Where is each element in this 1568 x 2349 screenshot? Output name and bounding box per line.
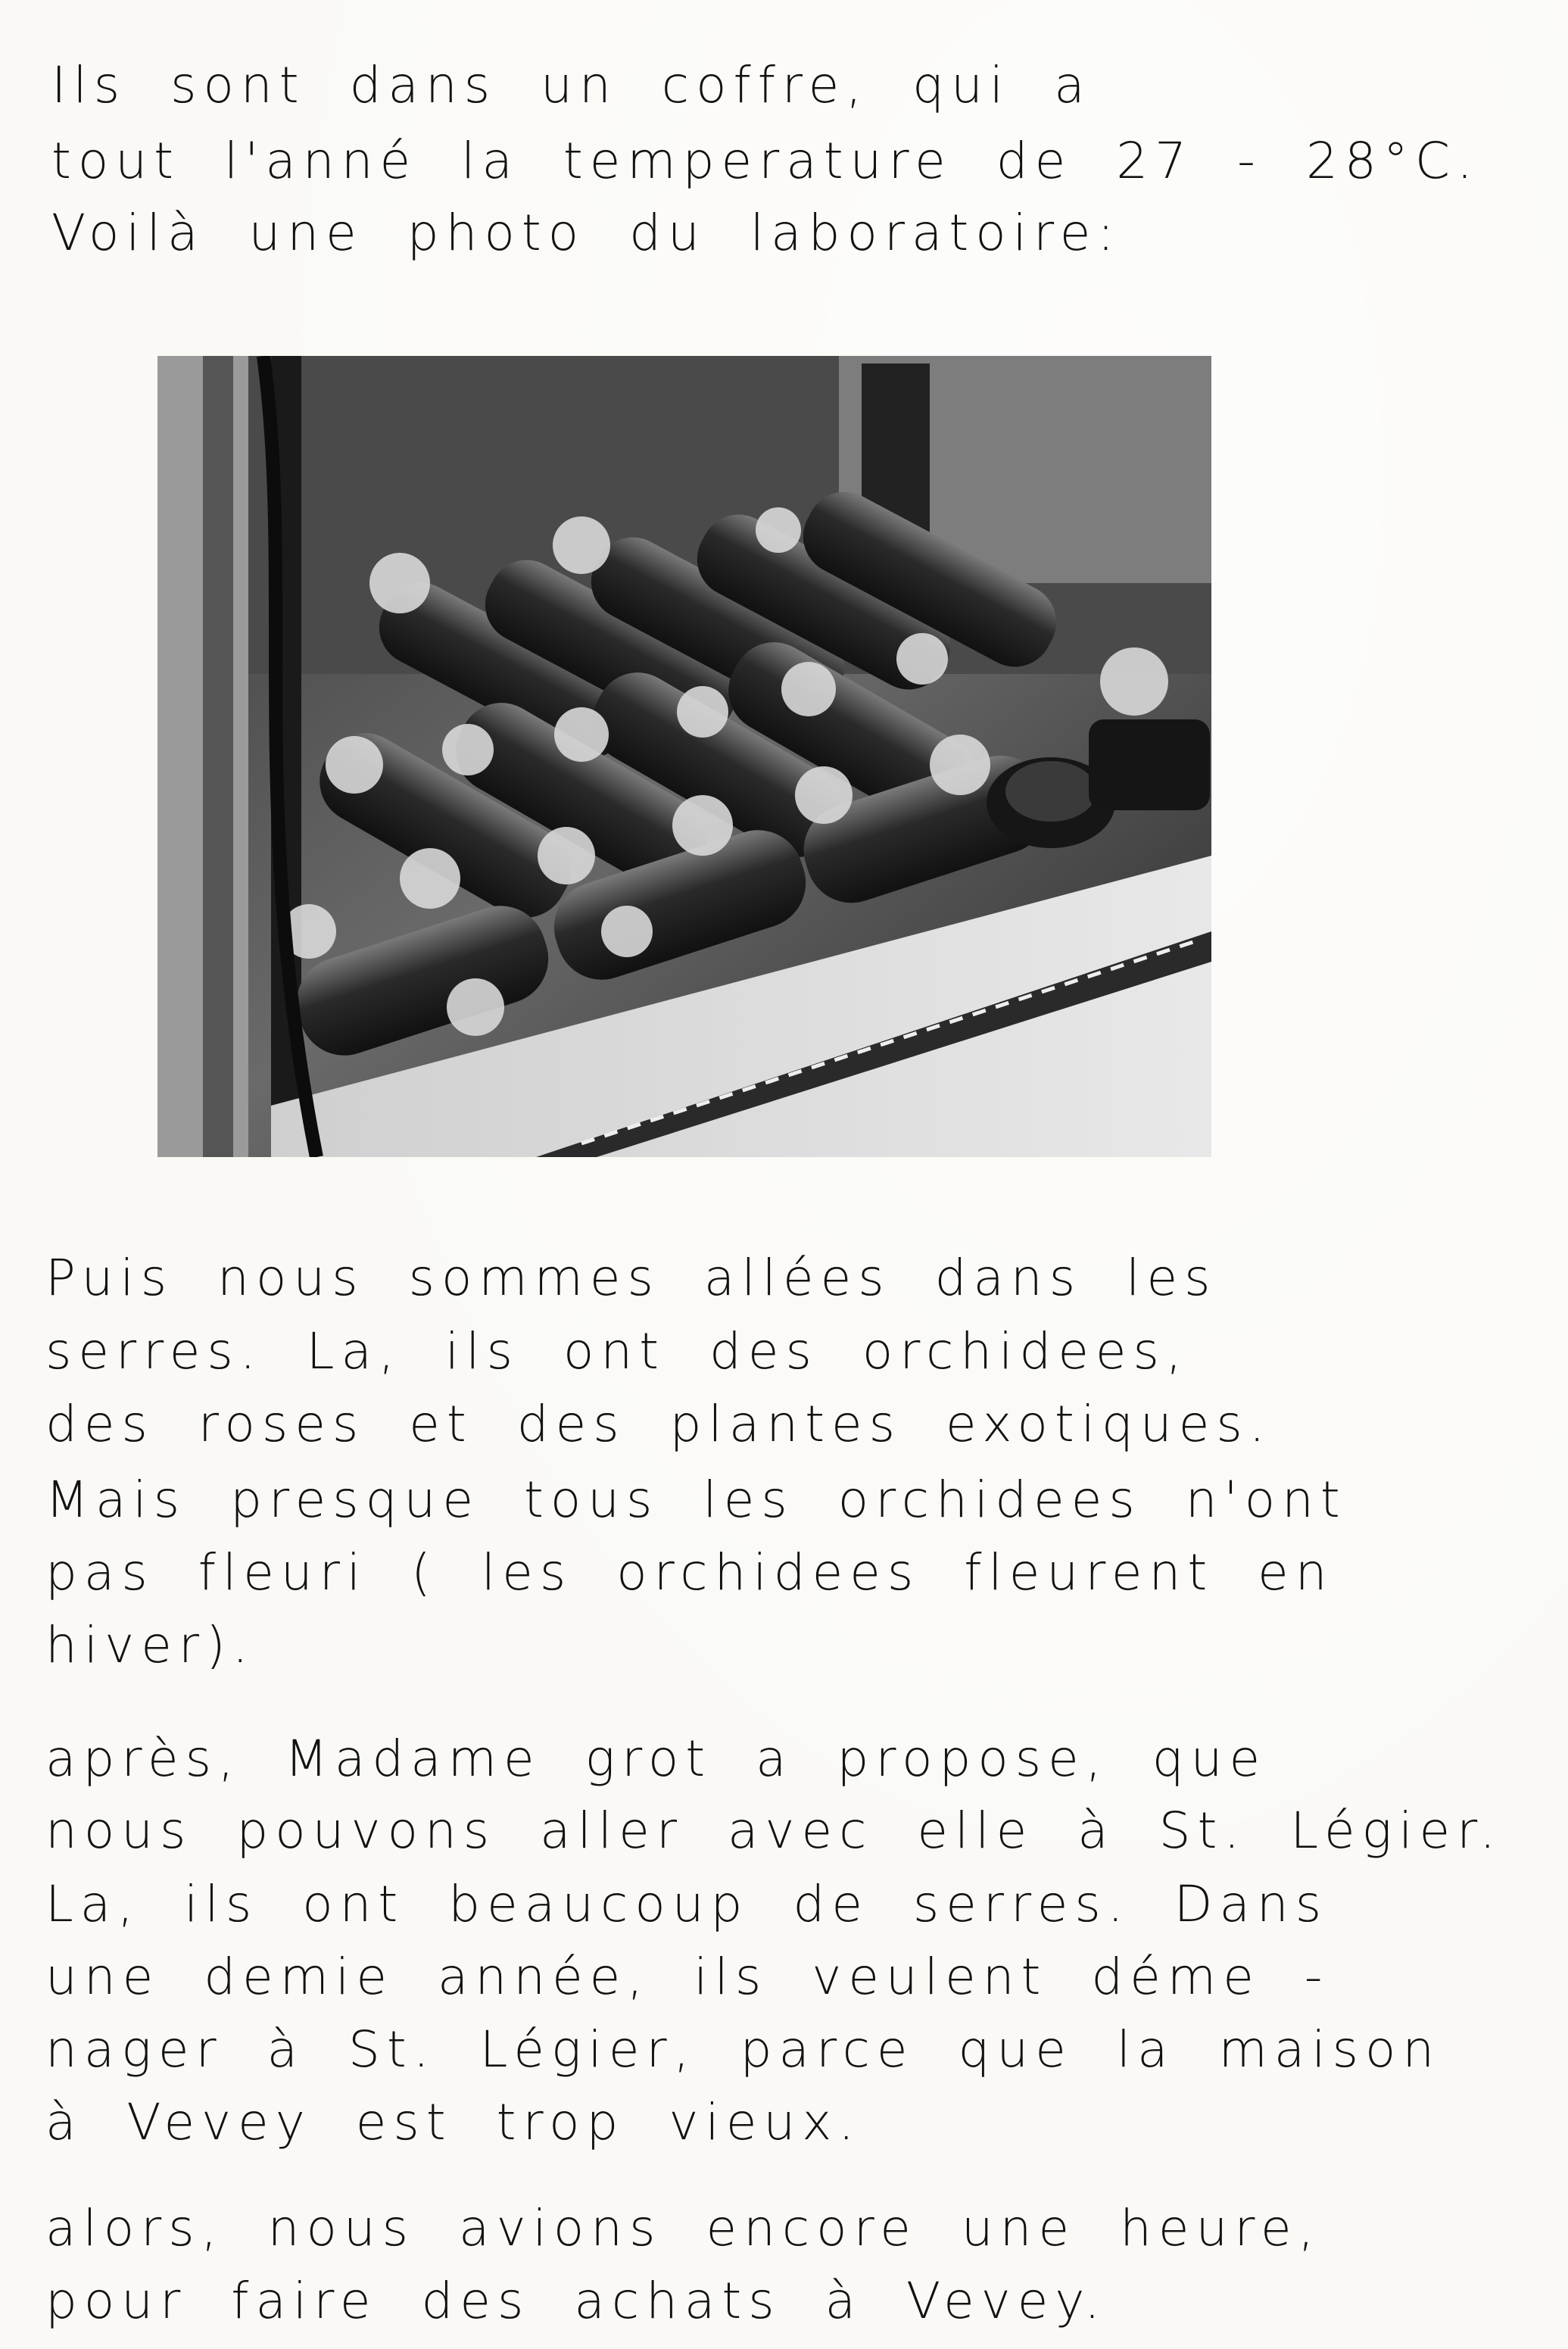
text-line: nous pouvons aller avec elle à St. Légier. xyxy=(45,1802,1503,1860)
text-line: La, ils ont beaucoup de serres. Dans xyxy=(45,1875,1329,1933)
text-line: alors, nous avions encore une heure, xyxy=(45,2199,1321,2257)
text-line: nager à St. Légier, parce que la maison xyxy=(45,2020,1442,2079)
text-line: pas fleuri ( les orchidees fleurent en xyxy=(45,1543,1334,1602)
text-line: pour faire des achats à Vevey. xyxy=(45,2272,1107,2330)
text-line: à Vevey est trop vieux. xyxy=(45,2093,862,2151)
text-line: Ils sont dans un coffre, qui a xyxy=(51,56,1092,114)
text-line: Mais presque tous les orchidees n'ont xyxy=(45,1471,1347,1529)
text-line: des roses et des plantes exotiques. xyxy=(45,1395,1272,1453)
text-line: hiver). xyxy=(45,1616,255,1674)
text-line: tout l'anné la temperature de 27 - 28°C. xyxy=(51,132,1479,190)
text-line: Voilà une photo du laboratoire: xyxy=(51,204,1121,262)
text-line: Puis nous sommes allées dans les xyxy=(45,1249,1217,1307)
text-line: serres. La, ils ont des orchidees, xyxy=(45,1322,1189,1380)
lab-photo-drawing xyxy=(157,356,1211,1157)
text-line: après, Madame grot a propose, que xyxy=(45,1730,1267,1788)
lab-shelf-photo-icon xyxy=(157,356,1211,1157)
text-line: une demie année, ils veulent déme - xyxy=(45,1948,1330,2006)
